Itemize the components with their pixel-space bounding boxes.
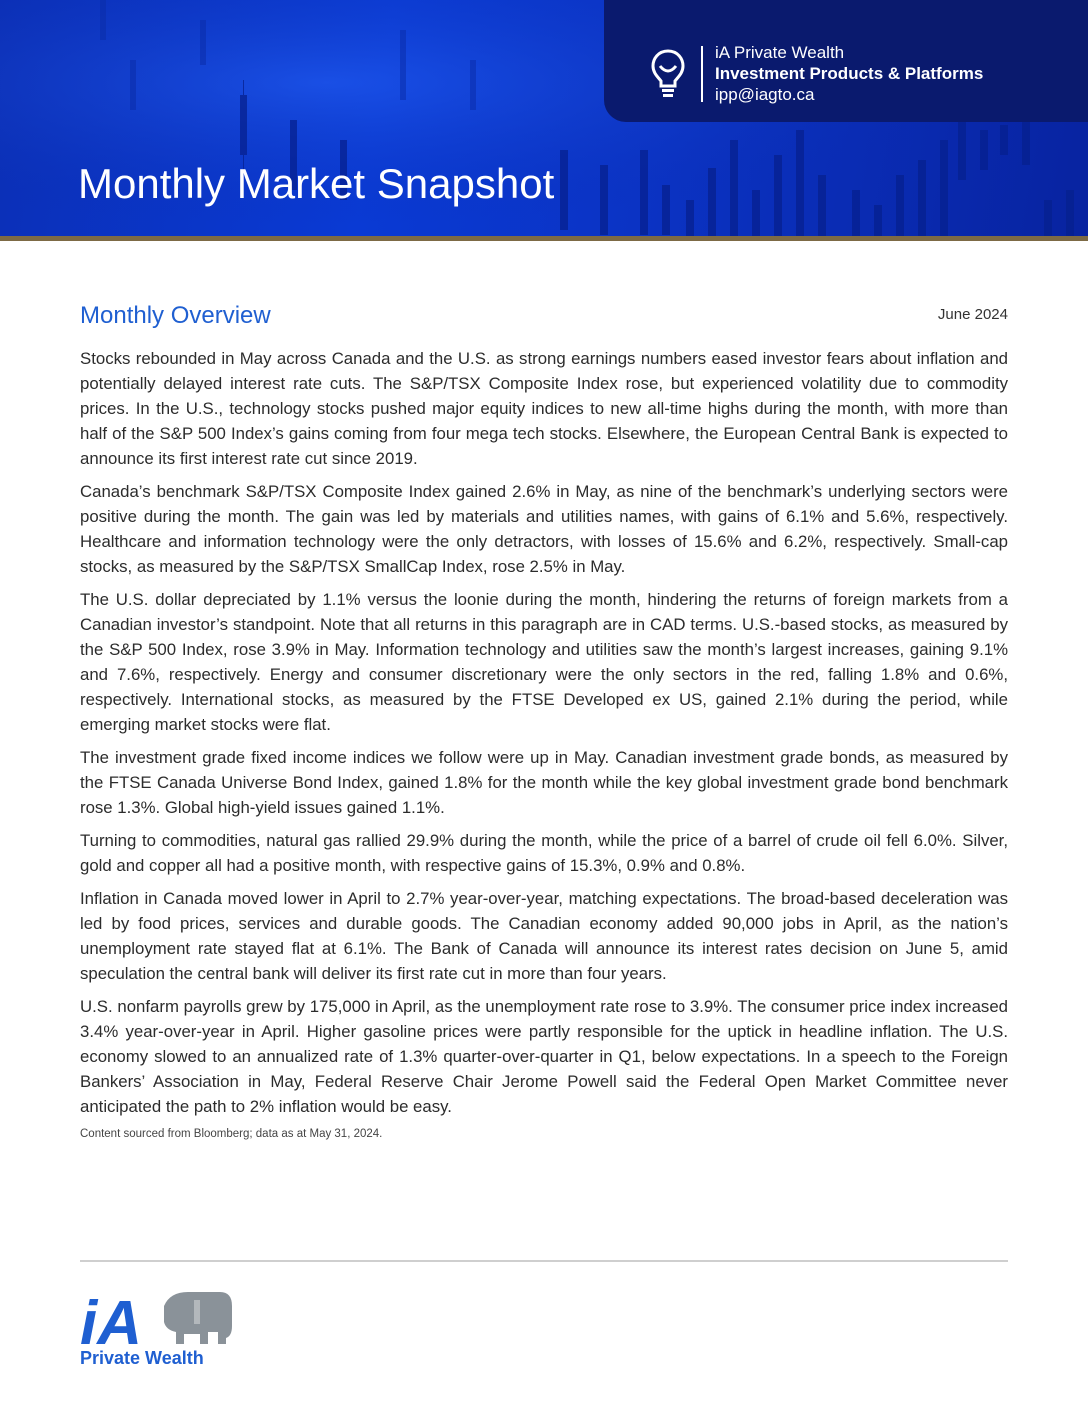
paragraph: The investment grade fixed income indices we follow were up in May. Canadian investment grade bonds, as measured by the FTSE Canada Universe Bond Index, gained 1.8% for the month while the key global investment grade bond benchmark rose 1.3%. Global high-yield issues gained 1.1%. xyxy=(80,748,1008,817)
contact-divider xyxy=(701,46,703,102)
source-note: Content sourced from Bloomberg; data as at May 31, 2024. xyxy=(80,1128,383,1140)
article-body xyxy=(80,346,1008,1127)
header-banner xyxy=(0,0,1088,236)
paragraph: Inflation in Canada moved lower in April to 2.7% year-over-year, matching expectations. The broad-based deceleration was led by food prices, services and durable goods. The Canadian economy added 90,000 jobs in April, as the nation’s unemployment rate stayed flat at 6.1%. The Bank of Canada will announce its interest rates decision on June 5, amid speculation the central bank will deliver its first rate cut in more than four years. xyxy=(80,889,1008,983)
paragraph: The U.S. dollar depreciated by 1.1% versus the loonie during the month, hindering the returns of foreign markets from a Canadian investor’s standpoint. Note that all returns in this paragraph are in CAD terms. U.S.-based stocks, as measured by the S&P 500 Index, rose 3.9% in May. Information technology and utilities saw the month’s largest increases, gaining 9.1% and 7.6%, respectively. Energy and consumer discretionary were the only sectors in the red, falling 1.8% and 0.6%, respectively. International stocks, as measured by the FTSE Developed ex US, gained 2.1% during the period, while emerging market stocks were flat. xyxy=(80,590,1008,734)
section-title: Monthly Overview xyxy=(80,302,271,329)
lightbulb-icon xyxy=(650,48,686,100)
paragraph: U.S. nonfarm payrolls grew by 175,000 in April, as the unemployment rate rose to 3.9%. The consumer price index increased 3.4% year-over-year in April. Higher gasoline prices were partly responsible for the uptick in headline inflation. The U.S. economy slowed to an annualized rate of 1.3% quarter-over-quarter in Q1, below expectations. In a speech to the Foreign Bankers’ Association in May, Federal Reserve Chair Jerome Powell said the Federal Open Market Committee never anticipated the path to 2% inflation would be easy. xyxy=(80,997,1008,1116)
contact-email-link[interactable]: ipp@iagto.ca xyxy=(715,85,815,104)
elephant-icon xyxy=(164,1292,232,1344)
header-divider xyxy=(0,236,1088,241)
paragraph: Turning to commodities, natural gas rallied 29.9% during the month, while the price of a barrel of crude oil fell 6.0%. Silver, gold and copper all had a positive month, with respective gains of 15.3%, 0.9% and 0.8%. xyxy=(80,831,1008,875)
page-title: Monthly Market Snapshot xyxy=(78,160,555,207)
footer-divider xyxy=(80,1260,1008,1262)
paragraph: Stocks rebounded in May across Canada and the U.S. as strong earnings numbers eased investor fears about inflation and potentially delayed interest rate cuts. The S&P/TSX Composite Index rose, but experienced volatility due to commodity prices. In the U.S., technology stocks pushed major equity indices to new all-time highs during the month, with more than half of the S&P 500 Index’s gains coming from four mega tech stocks. Elsewhere, the European Central Bank is expected to announce its first interest rate cut since 2019. xyxy=(80,349,1008,468)
paragraph: Canada’s benchmark S&P/TSX Composite Index gained 2.6% in May, as nine of the benchmark’s underlying sectors were positive during the month. The gain was led by materials and utilities names, with gains of 6.1% and 5.6%, respectively. Healthcare and information technology were the only detractors, with losses of 15.6% and 6.2%, respectively. Small-cap stocks, as measured by the S&P/TSX SmallCap Index, rose 2.5% in May. xyxy=(80,482,1008,576)
logo-subtitle: Private Wealth xyxy=(80,1348,204,1368)
department-name: Investment Products & Platforms xyxy=(715,64,984,83)
logo-wordmark: iA xyxy=(80,1289,142,1358)
org-name: iA Private Wealth xyxy=(715,43,845,62)
report-date: June 2024 xyxy=(937,306,1008,323)
